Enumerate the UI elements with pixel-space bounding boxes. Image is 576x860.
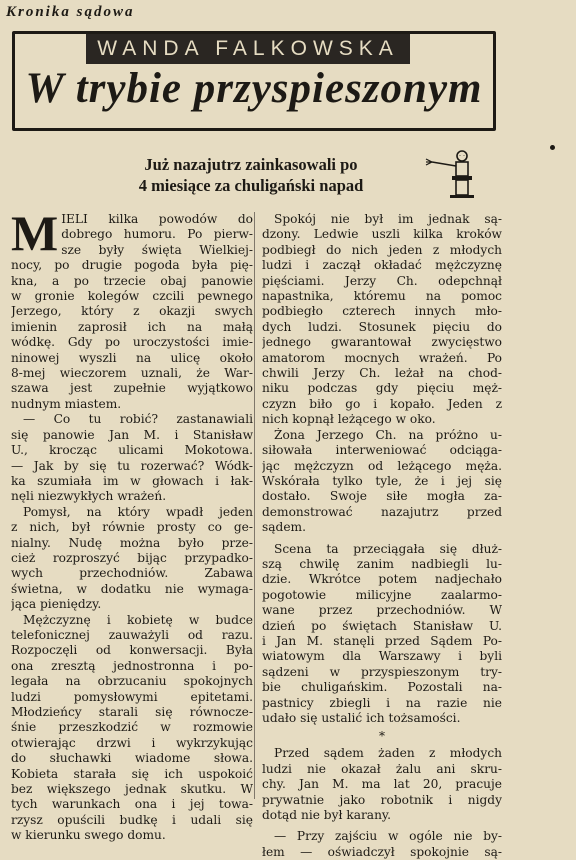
text-line: czyzn biło go i kopało. Jeden z bbox=[262, 396, 502, 411]
text-line: się panowie Jan M. i Stanisław bbox=[11, 427, 253, 442]
text-line: bie chuligańskim. Pozostali na- bbox=[262, 680, 502, 695]
text-line: jąc mężczyzn od leżącego męża. bbox=[262, 458, 502, 473]
text-line: rzysz opuścili budkę i udali się bbox=[11, 812, 253, 827]
text-line: nęli niezwykłych wrażeń. bbox=[11, 489, 167, 504]
text-line: Mężczyznę i kobietę w budce bbox=[23, 612, 253, 627]
text-line: dzie. Wkrótce potem nadjechało bbox=[262, 572, 502, 587]
text-line: imienin zaprosił ich na małą bbox=[11, 319, 253, 334]
text-line: — Przy zajściu w ogóle nie by- bbox=[274, 829, 502, 844]
text-line: legała na obrzucaniu spokojnych bbox=[11, 674, 253, 689]
article-paragraph bbox=[11, 613, 253, 844]
text-line: dotąd nie był karany. bbox=[262, 808, 392, 823]
text-line: nocy, po drugie pogoda była pię- bbox=[11, 258, 253, 273]
drop-cap: M bbox=[11, 205, 59, 261]
text-line: Jerzego, który z okazji swych bbox=[11, 304, 253, 319]
article-paragraph bbox=[262, 542, 502, 727]
section-label: Kronika sądowa bbox=[6, 4, 135, 20]
judge-at-lectern-icon bbox=[424, 148, 476, 198]
text-line: ninowej wyszli na ulicę około bbox=[11, 350, 253, 365]
text-line: pięściami. Jerzy Ch. odepchnął bbox=[262, 273, 502, 288]
text-line: niku podczas gdy pięciu męż- bbox=[262, 381, 502, 396]
article-column-right bbox=[262, 212, 502, 860]
text-line: szawa jest zupełnie wyjątkowo bbox=[11, 381, 253, 396]
text-line: sądem. bbox=[262, 520, 306, 535]
text-line: w gronie kolegów czcili pewnego bbox=[11, 289, 253, 304]
text-line: podbiegło czterech innych mło- bbox=[262, 304, 502, 319]
text-line: demonstrować nazajutrz przed bbox=[262, 504, 502, 519]
text-line: szą chwilę zanim nadbiegli lu- bbox=[262, 556, 502, 571]
text-line: ludzi nie okazał żalu ani skru- bbox=[262, 761, 502, 776]
text-line: IELI kilka powodów do bbox=[61, 212, 253, 226]
text-line: tych warunkach ona i jej towa- bbox=[11, 797, 253, 812]
text-line: wane przez przechodniów. W bbox=[262, 603, 502, 618]
text-line: pogotowie milicyjne zaalarmo- bbox=[262, 587, 502, 602]
text-line: dobrego humoru. Po pierw- bbox=[61, 227, 253, 242]
text-line: — Co tu robić? zastanawiali bbox=[23, 412, 253, 427]
text-line: dych ludzi. Stosunek pięciu do bbox=[262, 319, 502, 334]
text-line: i Jan M. stanęli przed Sądem Po- bbox=[262, 633, 502, 648]
text-line: bez większego jednak skutku. W bbox=[11, 782, 253, 797]
text-line: nialny. Nudę można było prze- bbox=[11, 535, 253, 550]
text-line: Scena ta przeciągała się dłuż- bbox=[274, 541, 502, 556]
text-line: sze były święta Wielkiej- bbox=[61, 242, 253, 257]
text-line: 8-mej wieczorem uznali, że War- bbox=[11, 366, 253, 381]
text-line: kna, a po trzecie obaj panowie bbox=[11, 273, 253, 288]
text-line: śnie przeszkodzić w rozmowie bbox=[11, 720, 253, 735]
article-paragraph bbox=[11, 205, 253, 412]
text-line: nich kopnął leżącego w oko. bbox=[262, 412, 436, 427]
column-divider bbox=[254, 212, 255, 799]
text-line: do słuchawki wiadome słowa. bbox=[11, 751, 253, 766]
article-paragraph bbox=[11, 412, 253, 504]
text-line: wódkę. Gdy po uroczystości imie- bbox=[11, 335, 253, 350]
author-name: WANDA FALKOWSKA bbox=[86, 34, 410, 64]
article-paragraph bbox=[262, 212, 502, 428]
text-line: prywatnie jako robotnik i nigdy bbox=[262, 792, 502, 807]
text-line: Żona Jerzego Ch. na próżno u- bbox=[274, 427, 502, 442]
text-line: — Jak by się tu rozerwać? Wódk- bbox=[11, 458, 253, 473]
text-line: ludzi pomysłowymi epitetami. bbox=[11, 689, 253, 704]
text-line: siłowała interweniować odciąga- bbox=[262, 443, 502, 458]
text-line: nudnym miastem. bbox=[11, 396, 122, 411]
decorative-dot bbox=[550, 145, 555, 150]
text-line: łem — oświadczył spokojnie są- bbox=[262, 844, 502, 859]
text-line: świetna, w dodatku nie wymaga- bbox=[11, 581, 253, 596]
text-line: pastnicy zbiegli i na razie nie bbox=[262, 695, 502, 710]
text-line: U., krocząc ulicami Mokotowa. bbox=[11, 443, 253, 458]
article-title: W trybie przyspieszonym bbox=[25, 65, 483, 112]
section-separator: * bbox=[379, 729, 385, 744]
subtitle-line: Już nazajutrz zainkasowali po bbox=[144, 155, 358, 174]
text-line: Pomysł, na który wpadł jeden bbox=[23, 504, 253, 519]
text-line: chy. Jan M. ma lat 20, pracuje bbox=[262, 777, 502, 792]
text-line: otwierając drzwi i wykrzykując bbox=[11, 735, 253, 750]
article-paragraph bbox=[262, 829, 502, 860]
article-subtitle bbox=[86, 154, 416, 196]
text-line: Przed sądem żaden z młodych bbox=[274, 746, 502, 761]
text-line: ka szumiała im w głowach i łak- bbox=[11, 473, 253, 488]
text-line: cież rozproszyć bijąc przypadko- bbox=[11, 550, 253, 565]
text-line: ludzi i zaczął okładać mężczyznę bbox=[262, 258, 502, 273]
text-line: dzień po świętach Stanisław U. bbox=[262, 618, 502, 633]
text-line: amatorom mocnych wrażeń. Po bbox=[262, 350, 502, 365]
text-line: wiatowym dla Warszawy i byli bbox=[262, 649, 502, 664]
text-line: wych przechodniów. Zabawa bbox=[11, 566, 253, 581]
text-line: z nich, był równie prosty co ge- bbox=[11, 520, 253, 535]
text-line: dzony. Ledwie uszli kilka kroków bbox=[262, 227, 502, 242]
text-line: sądzeni w przyspieszonym try- bbox=[262, 664, 502, 679]
text-line: w kierunku swego domu. bbox=[11, 828, 166, 843]
text-line: dostało. Swoje siłe mogła za- bbox=[262, 489, 502, 504]
text-line: Spokój nie był im jednak są- bbox=[274, 212, 502, 226]
text-line: ona zresztą jednostronna i po- bbox=[11, 658, 253, 673]
article-paragraph bbox=[262, 428, 502, 536]
text-line: telefonicznej zauważyli od razu. bbox=[11, 627, 253, 642]
article-paragraph bbox=[262, 746, 502, 823]
text-line: jednego gwarantował zwycięstwo bbox=[262, 335, 502, 350]
text-line: jąca pieniędzy. bbox=[11, 597, 102, 612]
text-line: Rozpoczęli od konwersacji. Była bbox=[11, 643, 253, 658]
text-line: Kobieta starała się ich uspokoić bbox=[11, 766, 253, 781]
text-line: Młodzieńcy starali się równocze- bbox=[11, 705, 253, 719]
text-line: napastnika, któremu na pomoc bbox=[262, 289, 502, 304]
article-paragraph bbox=[11, 505, 253, 613]
text-line: Wskórała tylko tyle, że i jej się bbox=[262, 473, 502, 488]
article-column-left bbox=[11, 205, 253, 844]
text-line: podbiegł do nich jeden z młodych bbox=[262, 242, 502, 257]
subtitle-line: 4 miesiące za chuligański napad bbox=[138, 176, 364, 195]
text-line: udało się ustalić ich tożsamości. bbox=[262, 711, 461, 725]
text-line: chwili Jerzy Ch. leżał na chod- bbox=[262, 366, 502, 381]
